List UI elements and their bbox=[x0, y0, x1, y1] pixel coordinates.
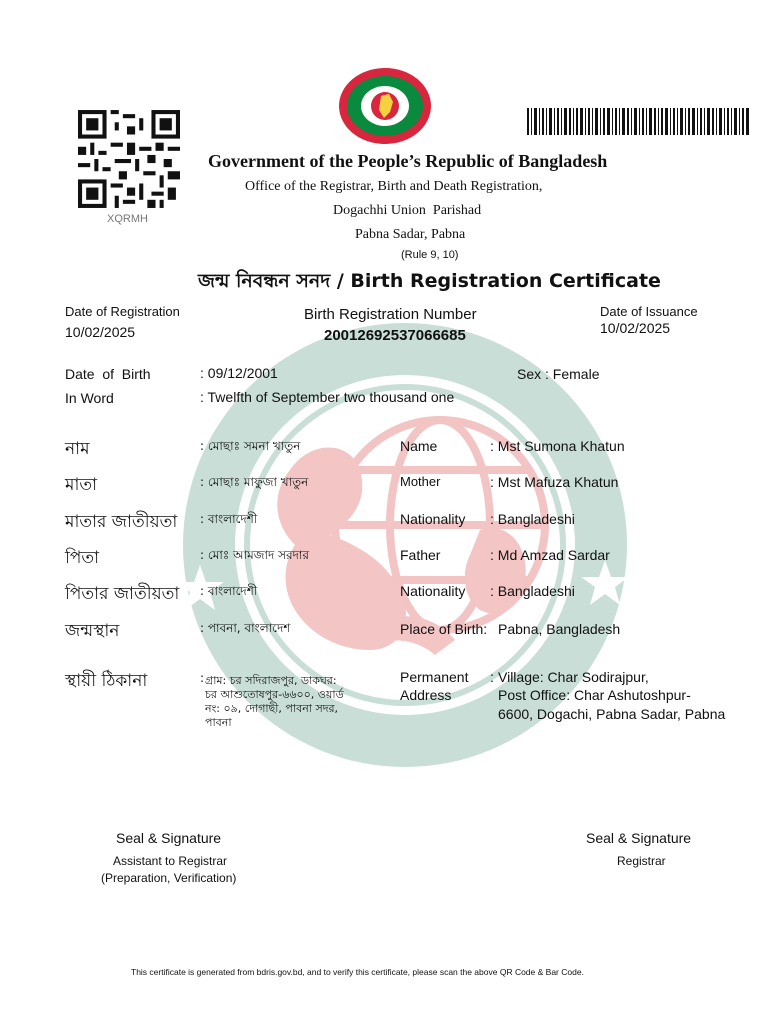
name-en-value: : Mst Sumona Khatun bbox=[490, 438, 625, 454]
father-bn-label: পিতা bbox=[65, 548, 100, 568]
father-en-value: : Md Amzad Sardar bbox=[490, 547, 610, 563]
address-bn-colon: : bbox=[200, 671, 205, 685]
government-seal-icon bbox=[337, 66, 433, 146]
verification-footer: This certificate is generated from bdris.gov.bd, and to verify this certificate, please scan the above QR Code & Bar Code. bbox=[131, 967, 584, 977]
address-bn-label: স্থায়ী ঠিকানা bbox=[65, 671, 148, 691]
barcode bbox=[527, 108, 749, 135]
office-line-1: Office of the Registrar, Birth and Death Registration, bbox=[245, 179, 543, 194]
mother-nationality-en-value: : Bangladeshi bbox=[490, 511, 575, 527]
father-nationality-bn-value: : বাংলাদেশী bbox=[200, 584, 258, 598]
government-title: Government of the People’s Republic of Bangladesh bbox=[208, 151, 608, 171]
registrar-seal-title: Seal & Signature bbox=[586, 830, 692, 846]
registrar-role: Registrar bbox=[617, 854, 666, 868]
qr-code-text: XQRMH bbox=[107, 213, 148, 225]
mother-en-label: Mother bbox=[400, 474, 441, 489]
address-en-line-2: Post Office: Char Ashutoshpur- bbox=[498, 687, 691, 703]
address-bn-line-4: পাবনা bbox=[205, 716, 232, 729]
mother-nationality-bn-value: : বাংলাদেশী bbox=[200, 512, 258, 526]
father-nationality-bn-label: পিতার জাতীয়তা bbox=[65, 584, 180, 604]
certificate-title: জন্ম নিবন্ধন সনদ / Birth Registration Certificate bbox=[198, 270, 661, 292]
office-line-3: Pabna Sadar, Pabna bbox=[355, 227, 466, 242]
in-word-value: : Twelfth of September two thousand one bbox=[200, 389, 455, 405]
address-en-label-line-2: Address bbox=[400, 687, 452, 703]
address-en-line-1: Village: Char Sodirajpur, bbox=[498, 669, 649, 685]
address-bn-line-1: গ্রাম: চর সদিরাজপুর, ডাকঘর: bbox=[205, 674, 337, 687]
address-bn-line-2: চর আশুতোষপুর-৬৬০০, ওয়ার্ড bbox=[205, 688, 344, 701]
office-line-2: Dogachhi Union Parishad bbox=[333, 203, 482, 218]
registration-number-label: Birth Registration Number bbox=[304, 306, 477, 323]
address-en-line-3: 6600, Dogachi, Pabna Sadar, Pabna bbox=[498, 706, 726, 722]
father-nationality-en-label: Nationality bbox=[400, 583, 466, 599]
address-bn-line-3: নং: ০৯, দোগাছী, পাবনা সদর, bbox=[205, 702, 339, 715]
mother-bn-value: : মোছাঃ মাফুজা খাতুন bbox=[200, 475, 309, 489]
father-en-label: Father bbox=[400, 547, 441, 563]
in-word-label: In Word bbox=[65, 390, 114, 406]
qr-code bbox=[78, 110, 180, 208]
assistant-note: (Preparation, Verification) bbox=[101, 871, 237, 885]
dob-label: Date of Birth bbox=[65, 366, 151, 382]
name-bn-value: : মোছাঃ সমনা খাতুন bbox=[200, 439, 301, 453]
registration-date-label: Date of Registration bbox=[65, 304, 180, 319]
sex-field: Sex : Female bbox=[517, 366, 600, 382]
mother-bn-label: মাতা bbox=[65, 475, 98, 495]
assistant-role: Assistant to Registrar bbox=[113, 854, 228, 868]
birthplace-bn-label: জন্মস্থান bbox=[65, 621, 120, 641]
mother-en-value: : Mst Mafuza Khatun bbox=[490, 474, 619, 490]
dob-value: : 09/12/2001 bbox=[200, 365, 278, 381]
assistant-seal-title: Seal & Signature bbox=[116, 830, 222, 846]
mother-nationality-en-label: Nationality bbox=[400, 511, 466, 527]
birthplace-en-label: Place of Birth: bbox=[400, 621, 488, 637]
rule-reference: (Rule 9, 10) bbox=[401, 249, 459, 261]
father-bn-value: : মোঃ আমজাদ সরদার bbox=[200, 548, 309, 562]
issuance-date-value: 10/02/2025 bbox=[600, 320, 671, 336]
issuance-date-label: Date of Issuance bbox=[600, 304, 698, 319]
father-nationality-en-value: : Bangladeshi bbox=[490, 583, 575, 599]
name-en-label: Name bbox=[400, 438, 438, 454]
birthplace-bn-value: : পাবনা, বাংলাদেশ bbox=[200, 621, 291, 635]
birthplace-en-value: Pabna, Bangladesh bbox=[498, 621, 621, 637]
name-bn-label: নাম bbox=[65, 439, 90, 459]
mother-nationality-bn-label: মাতার জাতীয়তা bbox=[65, 512, 178, 532]
address-en-colon: : bbox=[490, 669, 494, 685]
registration-date-value: 10/02/2025 bbox=[65, 324, 136, 340]
address-en-label-line-1: Permanent bbox=[400, 669, 469, 685]
registration-number-value: 20012692537066685 bbox=[324, 327, 466, 344]
